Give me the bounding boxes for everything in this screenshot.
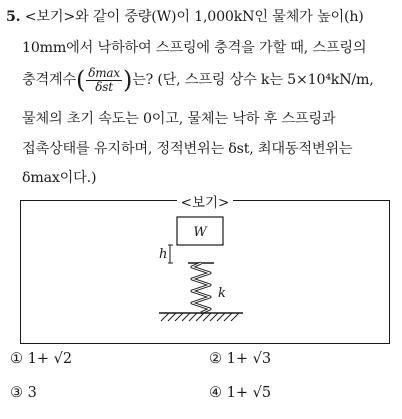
fraction-numerator: δmax [88,65,120,80]
question-line-4: 물체의 초기 속도는 0이고, 물체는 낙하 후 스프링과 [22,111,336,127]
question-line-2: 10mm에서 낙하하여 스프링에 충격을 가할 때, 스프링의 [22,40,367,56]
question-line-3: 충격계수( $\frac{\delta\max}{\text{δst}}$ )는? (단, 스프링 상수 k는 5×10⁴kN/m, [22,65,374,94]
choice-4[interactable] [209,385,271,401]
ground-hatching [161,313,239,321]
choice-4-marker: ④ [209,385,222,401]
fraction-denominator: δst [95,79,113,94]
figure-title: <보기> [177,195,234,211]
choice-1-text: 1+ √2 [27,351,73,367]
question-line-6: δmax이다.) [22,170,97,186]
choice-2[interactable] [209,351,271,367]
question-text-1: <보기>와 같이 중량(W)이 1,000kN인 물체가 높이(h) [24,9,364,25]
choice-3[interactable] [10,385,37,401]
choice-3-text: 3 [27,385,37,401]
choice-2-text: 1+ √3 [226,351,272,367]
choice-4-text: 1+ √5 [226,385,272,401]
impact-factor-fraction [86,67,122,94]
question-number: 5. [6,9,21,25]
question-text-3-pre: 충격계수 [22,72,77,88]
spring-constant-label: k [218,286,226,301]
choice-1[interactable] [10,351,72,367]
question-text-3-post: 는? (단, 스프링 상수 k는 5×10⁴kN/m, [132,72,374,88]
question-line-1 [6,6,364,26]
choice-1-marker: ① [10,351,23,367]
figure-box [20,195,390,344]
choice-2-marker: ② [209,351,222,367]
weight-label: W [193,225,207,240]
question-line-5: 접촉상태를 유지하며, 정적변위는 δst, 최대동적변위는 [22,141,353,157]
spring-diagram [21,201,389,343]
choice-3-marker: ③ [10,385,23,401]
height-label: h [159,247,168,262]
